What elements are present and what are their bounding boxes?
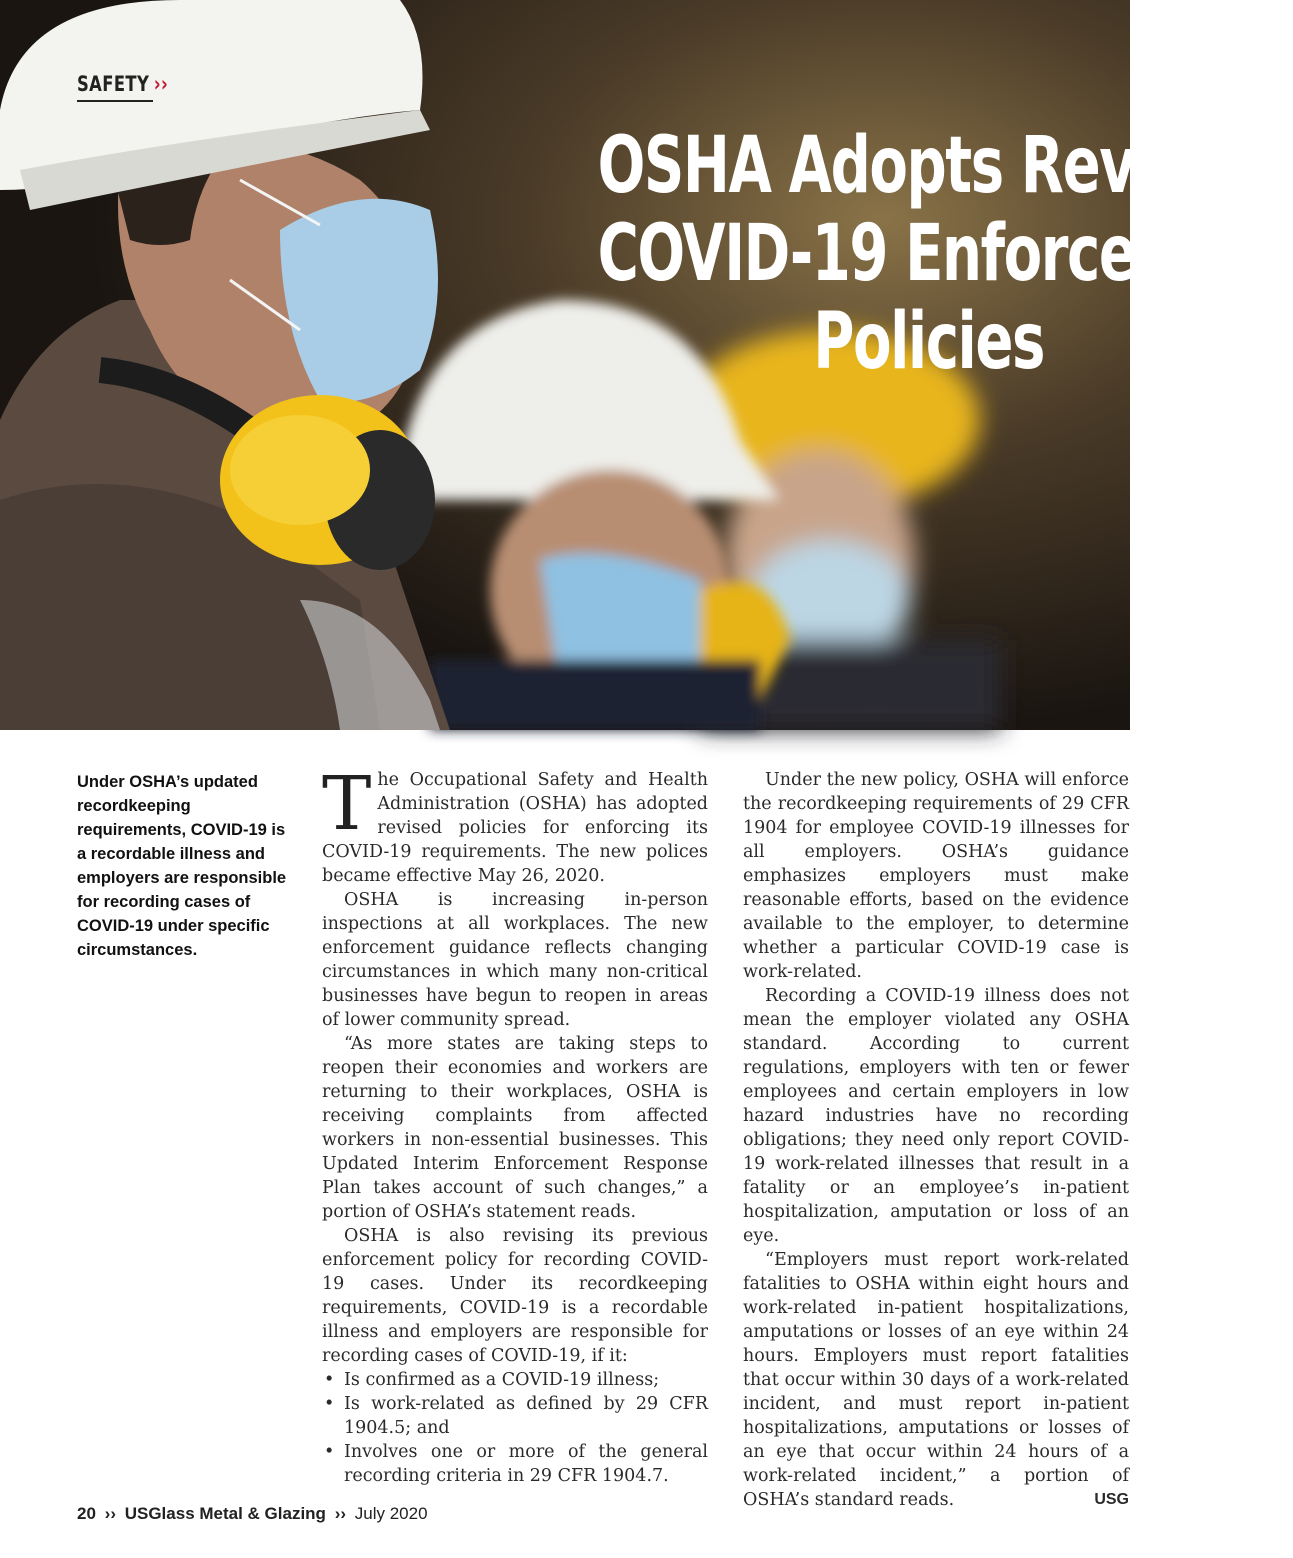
headline [424,121,1293,387]
paragraph: OSHA is also revising its previous enforcement policy for recording COVID-19 cases. Under its recordkeeping requirements, COVID-19 is a recordable illness and employers are responsible for recording cases of COVID-19, if it: [322,1226,708,1366]
publication-name: USGlass Metal & Glazing [124,1504,326,1523]
list-item: • Is work-related as defined by 29 CFR 1904.5; and [344,1392,708,1440]
page-footer [77,1504,428,1524]
list-item: • Involves one or more of the general recording criteria in 29 CFR 1904.7. [344,1440,708,1488]
article-column-1 [322,761,708,1488]
section-tag [77,72,168,96]
footer-separator: ›› [104,1504,116,1523]
end-mark: USG [1094,1491,1129,1508]
headline-line-2: COVID-19 Enforcement [597,209,1293,299]
paragraph-text: “Employers must report work-related fatalities to OSHA within eight hours and work-related in-patient hospitalizations, amputations or losses of an eye within 24 hours. Employers must report fatalities that occur within 30 days of a work-related incident, and must report in-patient hospitalizations, amputations or losses of an eye that occur within 24 hours of a work-related incident,” a portion of OSHA’s standard reads. [743,1250,1129,1510]
headline-line-3: Policies [813,297,1044,387]
section-label: SAFETY [77,72,150,96]
paragraph: “As more states are taking steps to reopen their economies and workers are returning to their workplaces, OSHA is receiving complaints from affected workers in non-essential businesses. This Updated Interim Enforcement Response Plan takes account of such changes,” a portion of OSHA’s statement reads. [322,1034,708,1222]
drop-cap: T [322,761,372,847]
paragraph: Under the new policy, OSHA will enforce the recordkeeping requirements of 29 CFR 1904 for employee COVID-19 illnesses for all employers. OSHA’s guidance emphasizes employers must make reasonable efforts, based on the evidence available to the employer, to determine whether a particular COVID-19 case is work-related. [743,770,1129,982]
article-column-2 [743,768,1129,1512]
sidebar-summary: Under OSHA’s updated recordkeeping requirements, COVID-19 is a recordable illness and employers are responsible for recording cases of COVID-19 under specific circumstances. [77,773,287,959]
paragraph: Recording a COVID-19 illness does not mean the employer violated any OSHA standard. According to current regulations, employers with ten or fewer employees and certain employers in low hazard industries have no recording obligations; they need only report COVID-19 work-related illnesses that result in a fatality or an employee’s in-patient hospitalization, amputation or loss of an eye. [743,986,1129,1246]
paragraph [322,761,708,888]
paragraph-text: he Occupational Safety and Health Administration (OSHA) has adopted revised policies for enforcing its COVID-19 requirements. The new polices became effective May 26, 2020. [322,770,708,886]
hero-photo [0,0,1293,730]
headline-line-1: OSHA Adopts Revised [597,121,1260,211]
section-chevrons: ›› [153,72,169,96]
list-item: • Is confirmed as a COVID-19 illness; [344,1368,708,1392]
criteria-list [322,1368,708,1488]
issue-date: July 2020 [354,1504,428,1523]
footer-separator: ›› [334,1504,347,1523]
page-number: 20 [77,1504,96,1523]
paragraph [743,1248,1129,1512]
paragraph: OSHA is increasing in-person inspections at all workplaces. The new enforcement guidance reflects changing circumstances in which many non-critical businesses have begun to reopen in areas of lower community spread. [322,890,708,1030]
section-rule [77,100,153,102]
